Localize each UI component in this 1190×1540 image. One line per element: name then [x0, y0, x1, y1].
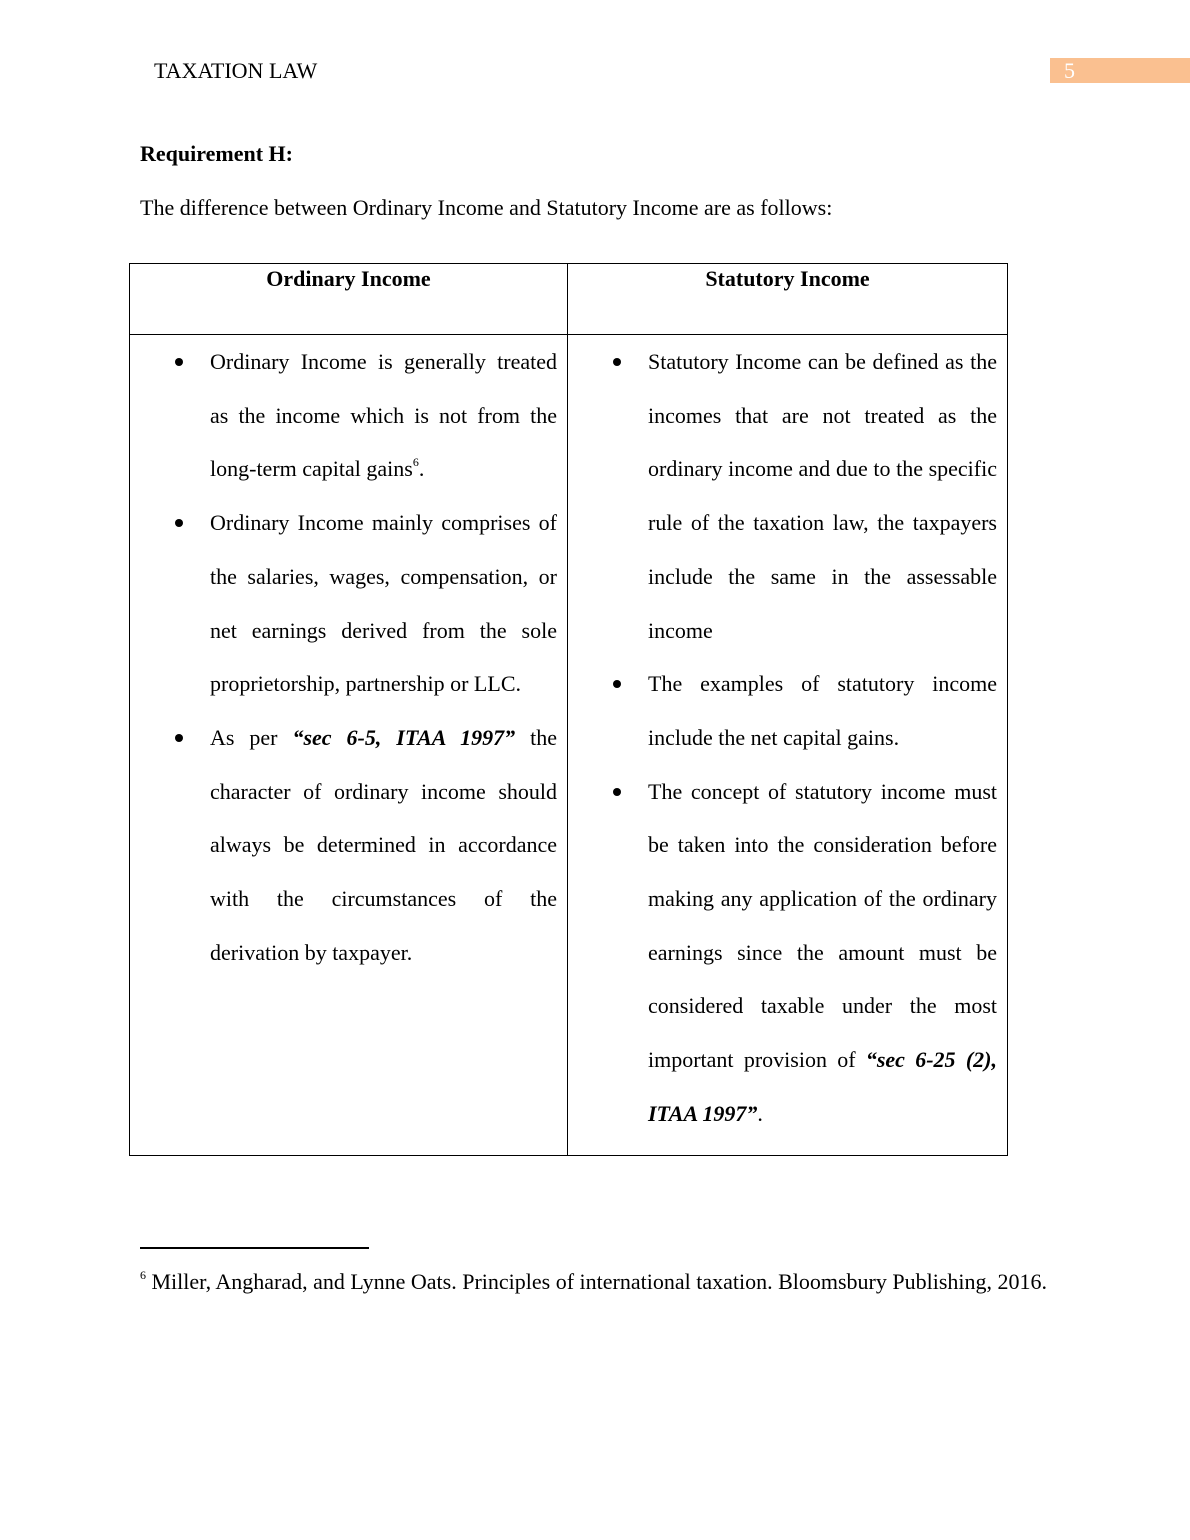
- list-item: [130, 335, 557, 496]
- statutory-income-cell: [568, 335, 1008, 1156]
- item-text: Statutory Income can be defined as the incomes that are not treated as the ordinary income and due to the specific rule of the taxation law, the taxpayers include the same in the assessable income: [648, 349, 997, 643]
- footnote-marker: 6: [140, 1268, 146, 1282]
- footnote: [140, 1255, 1070, 1309]
- requirement-heading: Requirement H:: [140, 141, 293, 166]
- item-end: .: [418, 456, 425, 482]
- footnote-separator: [140, 1247, 369, 1249]
- bullet-icon: [613, 680, 621, 688]
- comparison-table: [129, 263, 1008, 1156]
- statute-reference: “sec 6-25 (2), ITAA 1997”: [648, 1047, 997, 1126]
- bullet-icon: [175, 519, 183, 527]
- intro-paragraph: The difference between Ordinary Income and Statutory Income are as follows:: [140, 195, 833, 220]
- bullet-icon: [613, 358, 621, 366]
- footnote-ref[interactable]: 6: [412, 455, 419, 470]
- list-item: [130, 496, 557, 711]
- item-text: The examples of statutory income include the net capital gains.: [648, 671, 997, 750]
- table-row: [130, 335, 1008, 1156]
- bullet-icon: [175, 358, 183, 366]
- col-header-ordinary-income: Ordinary Income: [130, 264, 568, 335]
- list-item: [130, 711, 557, 980]
- statute-reference: “sec 6-5, ITAA 1997”: [292, 724, 516, 750]
- item-text: .: [757, 1100, 763, 1126]
- item-text: As per: [210, 724, 293, 750]
- footnote-text: Miller, Angharad, and Lynne Oats. Principles of international taxation. Bloomsbury Publishing, 2016.: [146, 1269, 1048, 1294]
- item-text: Ordinary Income is generally treated as the income which is not from the long-term capital gains: [210, 349, 557, 482]
- header-title: TAXATION LAW: [154, 58, 318, 83]
- bullet-icon: [613, 788, 621, 796]
- item-text: Ordinary Income mainly comprises of the salaries, wages, compensation, or net earnings derived from the sole proprietorship, partnership or LLC.: [210, 510, 557, 697]
- list-item: [568, 657, 997, 764]
- page-number: 5: [1050, 58, 1190, 83]
- bullet-icon: [175, 734, 183, 742]
- item-text: the character of ordinary income should always be determined in accordance with the circumstances of the derivation by taxpayer.: [210, 724, 557, 965]
- list-item: [568, 335, 997, 657]
- ordinary-income-cell: [130, 335, 568, 1156]
- table-header-row: [130, 264, 1008, 335]
- item-text: The concept of statutory income must be taken into the consideration before making any application of the ordinary earnings since the amount must be considered taxable under the most important provision of: [648, 778, 997, 1073]
- col-header-statutory-income: Statutory Income: [568, 264, 1008, 335]
- list-item: [568, 765, 997, 1141]
